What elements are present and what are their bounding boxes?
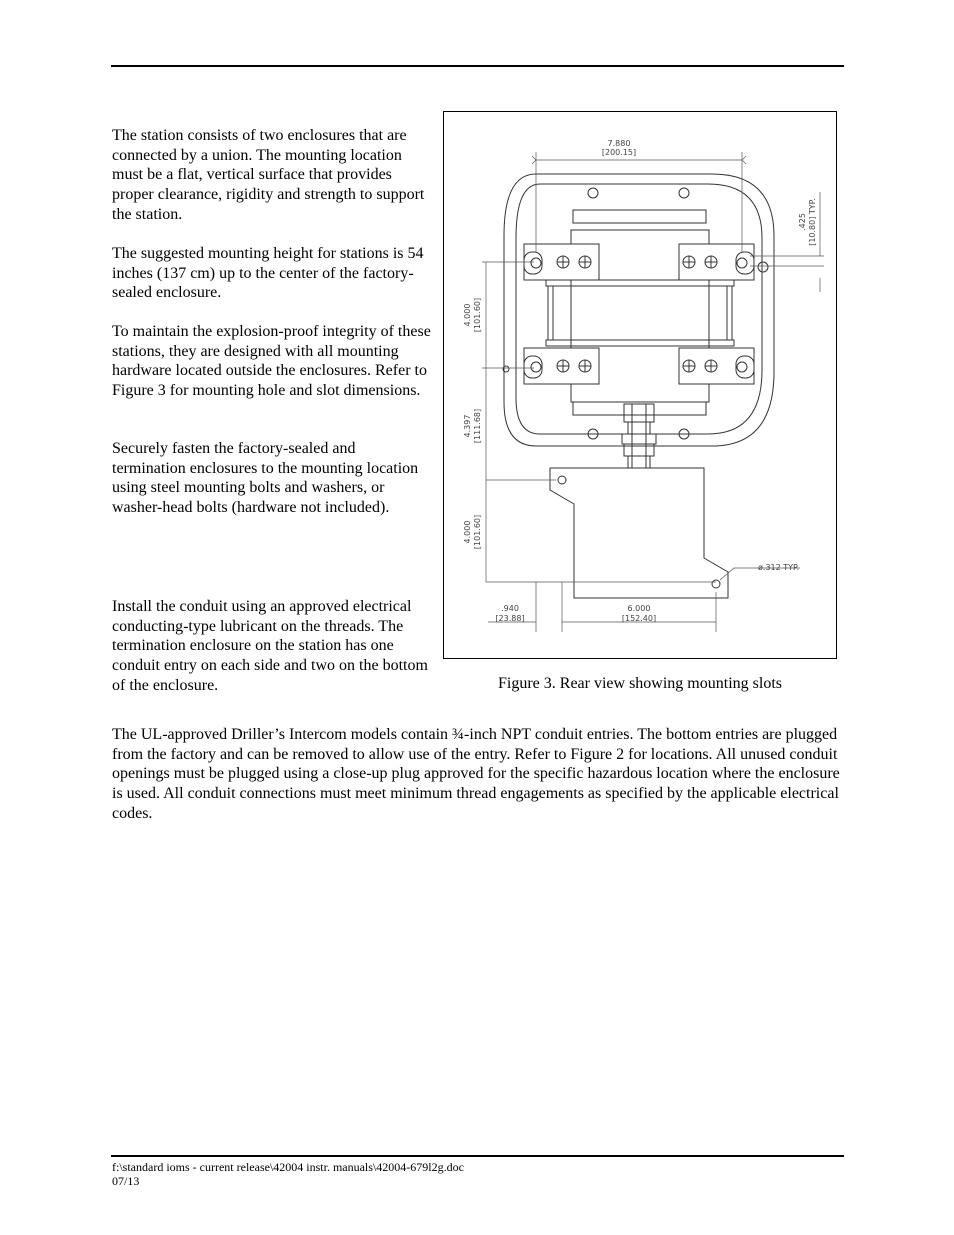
figure-caption: Figure 3. Rear view showing mounting slots xyxy=(498,675,782,692)
dim-height1-mm: [101.60] xyxy=(473,297,482,333)
dim-offset-inch: .940 xyxy=(501,604,519,613)
dim-height3-inch: 4.000 xyxy=(463,520,472,544)
dim-height3-mm: [101.60] xyxy=(473,514,482,550)
dim-bottom-inch: 6.000 xyxy=(627,604,651,613)
paragraph-explosion-proof: To maintain the explosion-proof integrity of these stations, they are designed with all mounting hardware located outside the enclosures. Refer to Figure 3 for mounting hole and slot dimensions. xyxy=(112,323,431,400)
paragraph-mounting-height: The suggested mounting height for stations is 54 inches (137 cm) up to the center of the factory-sealed enclosure. xyxy=(112,245,424,302)
footer-file-path: f:\standard ioms - current release\42004 instr. manuals\42004-679l2g.doc xyxy=(112,1160,464,1174)
dim-offset-mm: [23.88] xyxy=(495,614,525,623)
paragraph-install-conduit: Install the conduit using an approved electrical conducting-type lubricant on the threads. The termination enclosure on the station has one conduit entry on each side and two on the bottom of the enclosure. xyxy=(112,598,428,694)
footer-rule xyxy=(111,1155,844,1157)
dim-slot-inch: .425 xyxy=(798,213,807,231)
header-rule xyxy=(111,65,844,67)
footer xyxy=(112,1160,464,1188)
dim-width-inch: 7.880 xyxy=(607,139,631,148)
paragraph-conduit-entries: The UL-approved Driller’s Intercom models contain ¾-inch NPT conduit entries. The bottom entries are plugged from the factory and can be removed to allow use of the entry. Refer to Figure 2 for locations. All unused conduit openings must be plugged using a close-up plug approved for the specific hazardous location where the enclosure is used. All conduit connections must meet minimum thread engagements as specified by the applicable electrical codes. xyxy=(112,726,840,822)
dim-height1-inch: 4.000 xyxy=(463,303,472,327)
outer-enclosure-outline xyxy=(504,174,774,446)
dim-height2-inch: 4.397 xyxy=(463,414,472,438)
dim-width-mm: [200.15] xyxy=(601,148,637,157)
dim-slot-mm: [10.80] TYP. xyxy=(808,198,817,246)
dim-hole-label: ø.312 TYP. xyxy=(758,563,800,572)
mounting-diagram xyxy=(444,112,838,660)
dim-height2-mm: [111.68] xyxy=(473,408,482,444)
paragraph-fasten-enclosures: Securely fasten the factory-sealed and termination enclosures to the mounting location using steel mounting bolts and washers, or washer-head bolts (hardware not included). xyxy=(112,440,419,517)
paragraph-station-enclosures: The station consists of two enclosures that are connected by a union. The mounting location must be a flat, vertical surface that provides proper clearance, rigidity and strength to support the station. xyxy=(112,127,425,223)
figure-3-drawing xyxy=(443,111,837,659)
footer-date: 07/13 xyxy=(112,1174,140,1188)
dim-bottom-mm: [152.40] xyxy=(621,614,657,623)
termination-enclosure-outline xyxy=(550,468,728,598)
